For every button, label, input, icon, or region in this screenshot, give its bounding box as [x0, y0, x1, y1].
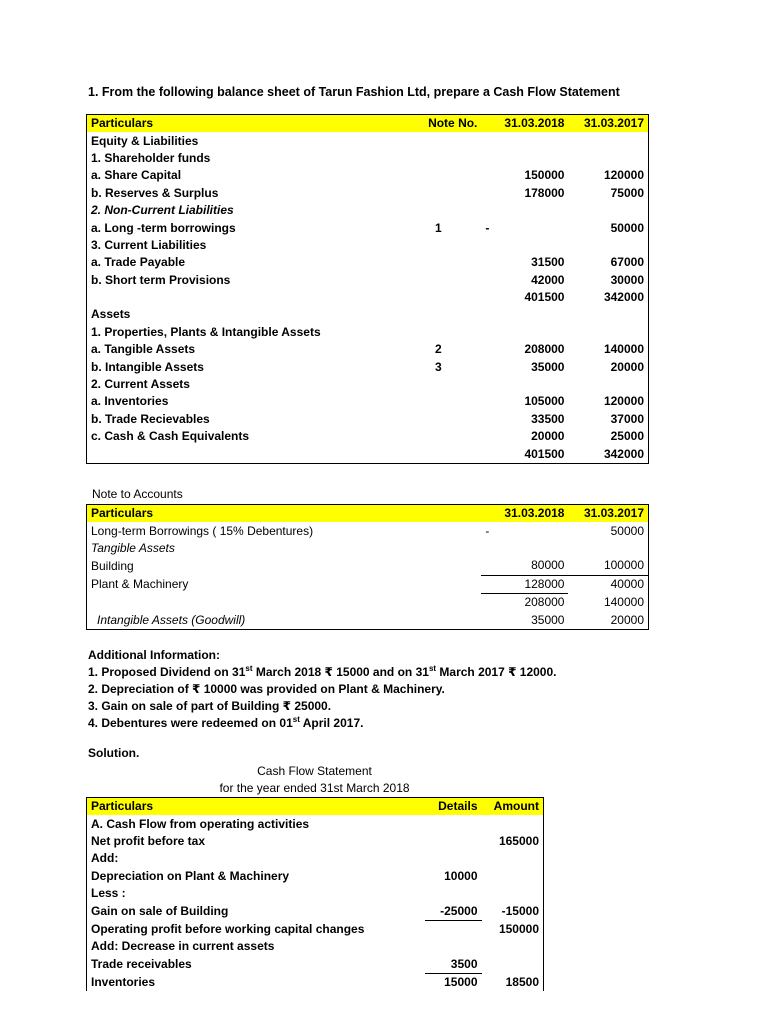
row-2017: 20000	[610, 359, 644, 374]
notes-row	[87, 557, 649, 575]
cf-amount	[482, 938, 544, 955]
notes-v2018: 80000	[481, 557, 568, 575]
cf-label: Add:	[91, 851, 119, 866]
cash-flow-header	[87, 798, 544, 816]
cf-details	[425, 815, 482, 832]
row-label: 2. Non-Current Liabilities	[91, 203, 234, 218]
row-2017: 50000	[610, 220, 644, 235]
row-2017: 120000	[603, 168, 644, 183]
row-2017	[568, 132, 648, 149]
cf-amount: 150000	[498, 921, 539, 936]
additional-info	[88, 647, 557, 732]
row-2017: 67000	[610, 255, 644, 270]
balance-sheet-row	[87, 237, 649, 254]
additional-info-item	[88, 664, 557, 681]
notes-label: Intangible Assets (Goodwill)	[97, 612, 246, 627]
notes-header-2018: 31.03.2018	[481, 505, 568, 523]
notes-table	[86, 504, 649, 630]
row-2018: 401500	[524, 290, 565, 305]
notes-header-2017: 31.03.2017	[568, 505, 648, 523]
cf-details	[425, 850, 482, 867]
row-2018: 42000	[531, 272, 565, 287]
balance-sheet-row	[87, 132, 649, 149]
row-label: Assets	[91, 307, 131, 322]
notes-label: Tangible Assets	[91, 540, 175, 555]
row-note	[395, 237, 481, 254]
notes-row	[87, 593, 649, 611]
notes-v2018	[481, 540, 568, 557]
row-label: a. Trade Payable	[91, 255, 186, 270]
cash-flow-table	[86, 797, 544, 991]
row-label: c. Cash & Cash Equivalents	[91, 429, 250, 444]
cf-amount	[482, 868, 544, 885]
row-2018	[481, 150, 568, 167]
additional-info-sup1: st	[292, 715, 300, 724]
cf-details	[425, 938, 482, 955]
notes-label	[87, 593, 482, 611]
row-note	[395, 150, 481, 167]
row-label: 3. Current Liabilities	[91, 237, 207, 252]
row-label: a. Long -term borrowings	[91, 220, 236, 235]
notes-label: Plant & Machinery	[91, 576, 189, 591]
balance-sheet-row	[87, 202, 649, 219]
cf-details: 10000	[444, 868, 478, 883]
additional-info-sup1: st	[245, 664, 253, 673]
notes-v2017: 40000	[610, 577, 644, 591]
cf-amount	[482, 956, 544, 974]
cf-amount	[482, 815, 544, 832]
notes-v2018: 35000	[531, 612, 565, 627]
balance-sheet-row	[87, 428, 649, 445]
row-2018	[481, 376, 568, 393]
cf-label: Net profit before tax	[91, 833, 206, 848]
notes-row	[87, 540, 649, 557]
row-2018: 401500	[524, 446, 565, 461]
row-2017: 342000	[603, 446, 644, 461]
row-2018: 20000	[531, 429, 565, 444]
row-label	[87, 445, 396, 463]
cf-label: Depreciation on Plant & Machinery	[91, 868, 290, 883]
row-label: b. Short term Provisions	[91, 272, 231, 287]
cf-label: Less :	[91, 886, 126, 901]
solution-label: Solution.	[88, 746, 140, 760]
cf-header-details: Details	[425, 798, 482, 816]
cash-flow-row	[87, 885, 544, 902]
row-label: a. Inventories	[91, 394, 169, 409]
additional-info-item	[88, 681, 557, 698]
cf-details	[425, 885, 482, 902]
notes-v2018: 208000	[524, 595, 565, 610]
row-2018	[481, 202, 568, 219]
row-2018: 105000	[524, 394, 565, 409]
row-note	[395, 289, 481, 306]
balance-sheet-row	[87, 272, 649, 289]
cash-flow-row	[87, 938, 544, 955]
notes-v2017	[568, 540, 648, 557]
row-note	[395, 202, 481, 219]
notes-row	[87, 611, 649, 629]
balance-sheet-row	[87, 306, 649, 323]
balance-sheet-row	[87, 324, 649, 341]
balance-sheet-row	[87, 358, 649, 375]
row-2018	[481, 306, 568, 323]
row-2018: 178000	[524, 185, 565, 200]
row-2017	[568, 150, 648, 167]
additional-info-item	[88, 715, 557, 732]
row-note: 3	[435, 359, 442, 374]
cf-amount: -15000	[501, 903, 539, 918]
cash-flow-row	[87, 815, 544, 832]
row-label: a. Tangible Assets	[91, 342, 196, 357]
cf-details	[425, 920, 482, 938]
balance-sheet-row	[87, 167, 649, 184]
balance-sheet-header	[87, 115, 649, 133]
cash-flow-title: Cash Flow Statement	[257, 764, 372, 778]
cash-flow-row	[87, 956, 544, 974]
notes-v2017: 20000	[610, 612, 644, 627]
row-note	[395, 272, 481, 289]
row-note	[395, 306, 481, 323]
row-note	[395, 132, 481, 149]
row-2017	[568, 306, 648, 323]
row-2018	[481, 132, 568, 149]
additional-info-a: 4. Debentures were redeemed on 01	[88, 716, 293, 730]
cash-flow-row	[87, 850, 544, 867]
row-note: 2	[435, 342, 442, 357]
cf-details: -25000	[425, 902, 482, 920]
balance-sheet-row	[87, 150, 649, 167]
header-2017: 31.03.2017	[568, 115, 648, 133]
cf-details	[425, 833, 482, 850]
notes-v2018: -	[485, 523, 490, 538]
notes-v2018: 128000	[481, 575, 568, 593]
additional-info-item	[88, 698, 557, 715]
additional-info-a: 2. Depreciation of ₹ 10000 was provided on Plant & Machinery.	[88, 682, 445, 696]
balance-sheet-row	[87, 411, 649, 428]
notes-row	[87, 575, 649, 593]
cf-header-amount: Amount	[482, 798, 544, 816]
balance-sheet-row	[87, 254, 649, 271]
row-label	[87, 289, 396, 306]
cf-label: Gain on sale of Building	[91, 903, 229, 918]
additional-info-a: 1. Proposed Dividend on 31	[88, 665, 246, 679]
row-2017: 37000	[610, 411, 644, 426]
notes-header-particulars: Particulars	[87, 505, 482, 523]
cf-amount: 165000	[498, 833, 539, 848]
cash-flow-row	[87, 902, 544, 920]
row-note	[395, 254, 481, 271]
row-note	[395, 324, 481, 341]
row-2018: 35000	[531, 359, 565, 374]
balance-sheet-row	[87, 376, 649, 393]
balance-sheet-table	[86, 114, 649, 464]
row-note	[395, 393, 481, 410]
cash-flow-row	[87, 920, 544, 938]
row-note	[395, 445, 481, 463]
row-2018: 150000	[524, 168, 565, 183]
row-note	[395, 411, 481, 428]
cf-header-particulars: Particulars	[87, 798, 425, 816]
balance-sheet-row	[87, 341, 649, 358]
cash-flow-row	[87, 973, 544, 991]
row-note: 1	[435, 220, 442, 235]
notes-v2017: 100000	[568, 557, 648, 575]
row-label: Equity & Liabilities	[91, 133, 199, 148]
row-label: b. Reserves & Surplus	[91, 185, 219, 200]
balance-sheet-row	[87, 219, 649, 236]
notes-v2017: 140000	[603, 594, 644, 609]
notes-label: Long-term Borrowings ( 15% Debentures)	[91, 523, 314, 538]
additional-info-b: April 2017.	[299, 716, 364, 730]
row-2017	[568, 237, 648, 254]
header-note-no: Note No.	[395, 115, 481, 133]
cf-label: Add: Decrease in current assets	[91, 939, 275, 954]
balance-sheet-row	[87, 289, 649, 306]
row-2018: 33500	[531, 411, 565, 426]
cf-amount	[482, 850, 544, 867]
cf-label: A. Cash Flow from operating activities	[91, 816, 310, 831]
row-2017: 25000	[610, 429, 644, 444]
notes-label: Building	[91, 558, 134, 573]
cash-flow-row	[87, 833, 544, 850]
cf-label: Trade receivables	[91, 956, 192, 971]
cash-flow-subtitle: for the year ended 31st March 2018	[219, 781, 410, 795]
row-2018: 31500	[531, 255, 565, 270]
row-label: b. Trade Recievables	[91, 411, 210, 426]
row-2017: 120000	[603, 394, 644, 409]
cf-label: Inventories	[91, 974, 156, 989]
row-note	[395, 185, 481, 202]
row-label: 2. Current Assets	[91, 377, 190, 392]
row-2018: 208000	[524, 342, 565, 357]
row-2018: -	[485, 220, 490, 235]
row-label: 1. Shareholder funds	[91, 150, 211, 165]
row-2017	[568, 376, 648, 393]
notes-v2017: 50000	[610, 523, 644, 538]
additional-info-a: 3. Gain on sale of part of Building ₹ 25000.	[88, 699, 332, 713]
row-label: 1. Properties, Plants & Intangible Assets	[91, 324, 321, 339]
cf-amount	[482, 885, 544, 902]
row-note	[395, 428, 481, 445]
row-2017: 30000	[610, 272, 644, 287]
cash-flow-row	[87, 868, 544, 885]
header-2018: 31.03.2018	[481, 115, 568, 133]
balance-sheet-row	[87, 393, 649, 410]
row-2017: 342000	[603, 290, 644, 305]
cf-label: Operating profit before working capital changes	[91, 921, 365, 936]
row-note	[395, 376, 481, 393]
header-particulars: Particulars	[87, 115, 396, 133]
row-label: a. Share Capital	[91, 168, 182, 183]
balance-sheet-row	[87, 445, 649, 463]
row-2017: 75000	[610, 185, 644, 200]
cf-amount: 18500	[505, 974, 539, 989]
balance-sheet-row	[87, 185, 649, 202]
row-2018	[481, 237, 568, 254]
row-2017	[568, 324, 648, 341]
additional-info-c: March 2017 ₹ 12000.	[436, 665, 557, 679]
notes-row	[87, 522, 649, 539]
row-note	[395, 167, 481, 184]
row-label: b. Intangible Assets	[91, 359, 204, 374]
cf-details: 3500	[425, 956, 482, 974]
notes-header	[87, 505, 649, 523]
row-2017: 140000	[603, 342, 644, 357]
additional-info-b: March 2018 ₹ 15000 and on 31	[252, 665, 429, 679]
cf-details: 15000	[444, 975, 478, 990]
additional-info-sup2: st	[428, 664, 437, 673]
row-2018	[481, 324, 568, 341]
additional-info-title: Additional Information:	[88, 648, 220, 662]
question-text: 1. From the following balance sheet of Tarun Fashion Ltd, prepare a Cash Flow Statement	[88, 85, 620, 99]
row-2017	[568, 202, 648, 219]
notes-title: Note to Accounts	[92, 487, 183, 501]
